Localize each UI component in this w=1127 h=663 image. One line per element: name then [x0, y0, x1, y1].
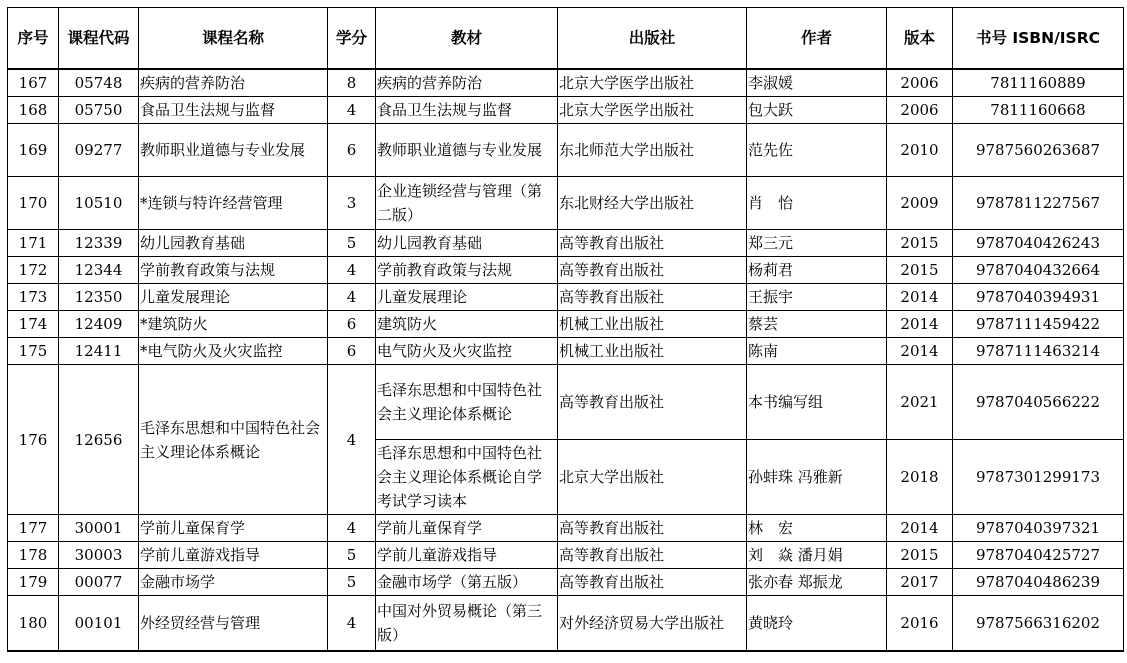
cell-seq: 172 — [8, 257, 59, 284]
cell-credit: 4 — [328, 284, 376, 311]
cell-seq: 171 — [8, 230, 59, 257]
cell-code: 09277 — [59, 124, 139, 177]
table-row — [8, 542, 1124, 569]
cell-publisher: 高等教育出版社 — [558, 230, 747, 257]
table-row — [8, 230, 1124, 257]
cell-credit: 5 — [328, 542, 376, 569]
cell-seq: 168 — [8, 97, 59, 124]
header-edition: 版本 — [887, 8, 953, 70]
cell-code: 05750 — [59, 97, 139, 124]
header-course-name: 课程名称 — [139, 8, 328, 70]
cell-code: 12350 — [59, 284, 139, 311]
table-row — [8, 596, 1124, 652]
cell-course: *建筑防火 — [139, 311, 328, 338]
cell-author: 肖 怡 — [747, 177, 887, 230]
cell-credit: 5 — [328, 569, 376, 596]
cell-author: 黄晓玲 — [747, 596, 887, 652]
cell-code: 12411 — [59, 338, 139, 365]
header-publisher: 出版社 — [558, 8, 747, 70]
cell-code: 12409 — [59, 311, 139, 338]
cell-publisher: 机械工业出版社 — [558, 311, 747, 338]
cell-seq: 180 — [8, 596, 59, 652]
cell-edition: 2014 — [887, 284, 953, 311]
cell-publisher: 机械工业出版社 — [558, 338, 747, 365]
cell-author: 李淑媛 — [747, 69, 887, 97]
cell-textbook: 教师职业道德与专业发展 — [376, 124, 558, 177]
cell-textbook: 疾病的营养防治 — [376, 69, 558, 97]
cell-author: 王振宇 — [747, 284, 887, 311]
cell-edition: 2014 — [887, 311, 953, 338]
cell-publisher: 北京大学出版社 — [558, 440, 747, 515]
cell-author: 杨莉君 — [747, 257, 887, 284]
cell-publisher: 高等教育出版社 — [558, 257, 747, 284]
cell-course: 教师职业道德与专业发展 — [139, 124, 328, 177]
cell-course: *连锁与特许经营管理 — [139, 177, 328, 230]
cell-edition: 2018 — [887, 440, 953, 515]
cell-author: 包大跃 — [747, 97, 887, 124]
cell-seq: 170 — [8, 177, 59, 230]
cell-course: 食品卫生法规与监督 — [139, 97, 328, 124]
cell-credit: 4 — [328, 596, 376, 652]
cell-course: 幼儿园教育基础 — [139, 230, 328, 257]
cell-seq: 179 — [8, 569, 59, 596]
table-row — [8, 124, 1124, 177]
cell-textbook: 幼儿园教育基础 — [376, 230, 558, 257]
cell-course: 毛泽东思想和中国特色社会主义理论体系概论 — [139, 365, 328, 515]
cell-edition: 2015 — [887, 257, 953, 284]
table-row — [8, 515, 1124, 542]
cell-author: 郑三元 — [747, 230, 887, 257]
table-header-row — [8, 8, 1124, 70]
cell-publisher: 对外经济贸易大学出版社 — [558, 596, 747, 652]
cell-author: 刘 焱 潘月娟 — [747, 542, 887, 569]
cell-course: 儿童发展理论 — [139, 284, 328, 311]
cell-publisher: 东北师范大学出版社 — [558, 124, 747, 177]
cell-author: 蔡芸 — [747, 311, 887, 338]
cell-textbook: 食品卫生法规与监督 — [376, 97, 558, 124]
cell-isbn: 9787566316202 — [953, 596, 1124, 652]
cell-course: 外经贸经营与管理 — [139, 596, 328, 652]
cell-isbn: 9787040394931 — [953, 284, 1124, 311]
cell-textbook: 企业连锁经营与管理（第二版） — [376, 177, 558, 230]
header-course-code: 课程代码 — [59, 8, 139, 70]
cell-seq: 176 — [8, 365, 59, 515]
cell-credit: 6 — [328, 311, 376, 338]
cell-credit: 8 — [328, 69, 376, 97]
cell-isbn: 9787040425727 — [953, 542, 1124, 569]
cell-author: 范先佐 — [747, 124, 887, 177]
cell-credit: 6 — [328, 338, 376, 365]
cell-code: 30001 — [59, 515, 139, 542]
table-row — [8, 69, 1124, 97]
cell-code: 12656 — [59, 365, 139, 515]
cell-textbook: 金融市场学（第五版） — [376, 569, 558, 596]
cell-seq: 177 — [8, 515, 59, 542]
cell-publisher: 东北财经大学出版社 — [558, 177, 747, 230]
header-seq: 序号 — [8, 8, 59, 70]
cell-course: 疾病的营养防治 — [139, 69, 328, 97]
cell-code: 12339 — [59, 230, 139, 257]
cell-isbn: 9787111459422 — [953, 311, 1124, 338]
cell-code: 10510 — [59, 177, 139, 230]
cell-textbook: 学前儿童游戏指导 — [376, 542, 558, 569]
cell-author: 陈南 — [747, 338, 887, 365]
cell-credit: 4 — [328, 365, 376, 515]
cell-code: 00077 — [59, 569, 139, 596]
cell-code: 12344 — [59, 257, 139, 284]
cell-course: 学前儿童保育学 — [139, 515, 328, 542]
table-row — [8, 97, 1124, 124]
table-row — [8, 177, 1124, 230]
cell-textbook: 毛泽东思想和中国特色社会主义理论体系概论自学考试学习读本 — [376, 440, 558, 515]
cell-code: 30003 — [59, 542, 139, 569]
cell-textbook: 中国对外贸易概论（第三版） — [376, 596, 558, 652]
cell-isbn: 9787301299173 — [953, 440, 1124, 515]
cell-edition: 2021 — [887, 365, 953, 440]
cell-edition: 2006 — [887, 97, 953, 124]
cell-credit: 5 — [328, 230, 376, 257]
cell-isbn: 9787040426243 — [953, 230, 1124, 257]
cell-edition: 2010 — [887, 124, 953, 177]
cell-isbn: 7811160889 — [953, 69, 1124, 97]
cell-edition: 2009 — [887, 177, 953, 230]
cell-credit: 4 — [328, 515, 376, 542]
cell-publisher: 高等教育出版社 — [558, 569, 747, 596]
textbook-table — [7, 7, 1124, 652]
cell-course: 金融市场学 — [139, 569, 328, 596]
cell-course: *电气防火及火灾监控 — [139, 338, 328, 365]
cell-credit: 4 — [328, 257, 376, 284]
cell-edition: 2016 — [887, 596, 953, 652]
cell-textbook: 学前儿童保育学 — [376, 515, 558, 542]
table-row — [8, 311, 1124, 338]
cell-publisher: 高等教育出版社 — [558, 542, 747, 569]
cell-author: 孙蚌珠 冯雅新 — [747, 440, 887, 515]
cell-seq: 174 — [8, 311, 59, 338]
cell-credit: 3 — [328, 177, 376, 230]
cell-credit: 6 — [328, 124, 376, 177]
cell-edition: 2006 — [887, 69, 953, 97]
cell-code: 00101 — [59, 596, 139, 652]
cell-publisher: 高等教育出版社 — [558, 515, 747, 542]
cell-textbook: 学前教育政策与法规 — [376, 257, 558, 284]
cell-publisher: 北京大学医学出版社 — [558, 69, 747, 97]
header-author: 作者 — [747, 8, 887, 70]
cell-seq: 173 — [8, 284, 59, 311]
cell-author: 本书编写组 — [747, 365, 887, 440]
cell-seq: 167 — [8, 69, 59, 97]
cell-course: 学前儿童游戏指导 — [139, 542, 328, 569]
cell-edition: 2015 — [887, 542, 953, 569]
cell-isbn: 9787111463214 — [953, 338, 1124, 365]
header-textbook: 教材 — [376, 8, 558, 70]
cell-edition: 2014 — [887, 515, 953, 542]
cell-isbn: 9787040432664 — [953, 257, 1124, 284]
cell-seq: 178 — [8, 542, 59, 569]
cell-isbn: 9787811227567 — [953, 177, 1124, 230]
cell-course: 学前教育政策与法规 — [139, 257, 328, 284]
cell-textbook: 电气防火及火灾监控 — [376, 338, 558, 365]
table-row — [8, 284, 1124, 311]
table-row — [8, 365, 1124, 440]
cell-publisher: 高等教育出版社 — [558, 284, 747, 311]
cell-code: 05748 — [59, 69, 139, 97]
header-credit: 学分 — [328, 8, 376, 70]
cell-textbook: 毛泽东思想和中国特色社会主义理论体系概论 — [376, 365, 558, 440]
cell-author: 林 宏 — [747, 515, 887, 542]
table-row — [8, 257, 1124, 284]
cell-textbook: 儿童发展理论 — [376, 284, 558, 311]
table-row — [8, 569, 1124, 596]
cell-author: 张亦春 郑振龙 — [747, 569, 887, 596]
cell-isbn: 9787560263687 — [953, 124, 1124, 177]
cell-credit: 4 — [328, 97, 376, 124]
cell-edition: 2015 — [887, 230, 953, 257]
cell-isbn: 9787040566222 — [953, 365, 1124, 440]
cell-edition: 2014 — [887, 338, 953, 365]
cell-isbn: 9787040397321 — [953, 515, 1124, 542]
header-isbn: 书号 ISBN/ISRC — [953, 8, 1124, 70]
cell-publisher: 北京大学医学出版社 — [558, 97, 747, 124]
cell-isbn: 9787040486239 — [953, 569, 1124, 596]
cell-publisher: 高等教育出版社 — [558, 365, 747, 440]
cell-edition: 2017 — [887, 569, 953, 596]
cell-seq: 175 — [8, 338, 59, 365]
cell-isbn: 7811160668 — [953, 97, 1124, 124]
cell-seq: 169 — [8, 124, 59, 177]
table-row — [8, 338, 1124, 365]
cell-textbook: 建筑防火 — [376, 311, 558, 338]
